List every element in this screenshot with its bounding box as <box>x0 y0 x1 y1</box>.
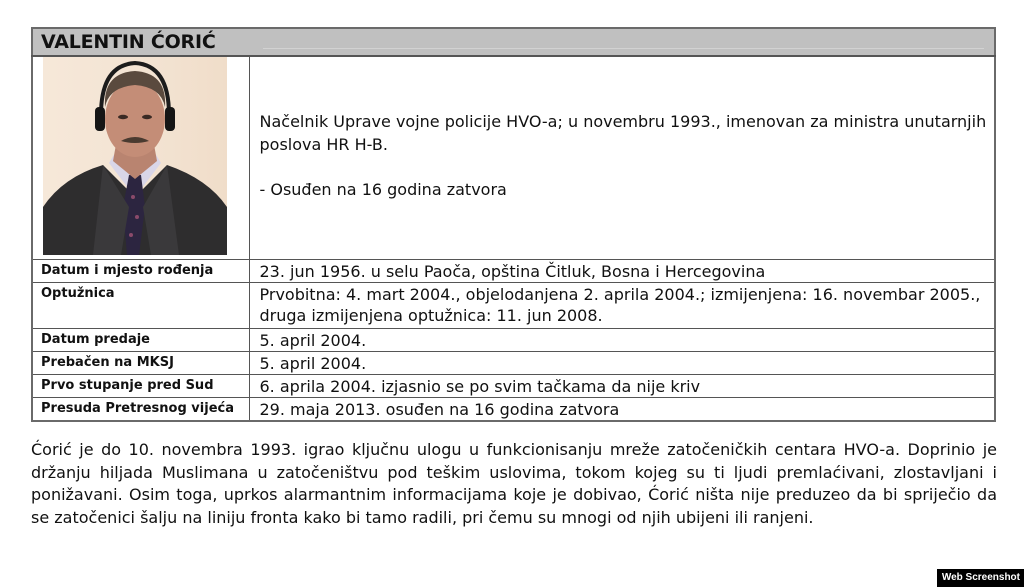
row-value: 5. april 2004. <box>249 352 995 375</box>
verdict-summary: - Osuđen na 16 godina zatvora <box>259 180 507 199</box>
info-row-birth <box>32 260 995 283</box>
row-value: 6. aprila 2004. izjasnio se po svim tačkama da nije kriv <box>249 375 995 398</box>
watermark-label: Web Screenshot <box>937 569 1024 587</box>
info-row-transfer <box>32 352 995 375</box>
row-value: 29. maja 2013. osuđen na 16 godina zatvora <box>249 398 995 422</box>
row-label: Prebačen na MKSJ <box>32 352 249 375</box>
portrait-photo <box>43 57 227 255</box>
row-label: Datum i mjesto rođenja <box>32 260 249 283</box>
row-label: Presuda Pretresnog vijeća <box>32 398 249 422</box>
photo-row <box>32 56 995 260</box>
role-description: Načelnik Uprave vojne policije HVO-a; u novembru 1993., imenovan za ministra unutarnjih poslova HR H-B. <box>259 112 987 154</box>
summary-cell <box>249 56 995 260</box>
narrative-paragraph: Ćorić je do 10. novembra 1993. igrao ključnu ulogu u funkcionisanju mreže zatočeničkih centara HVO-a. Doprinio je držanju hiljada Muslimana u zatočeništvu pod teškim uslovima, tokom kojeg su ti ljudi premlaćivani, zlostavljani i ponižavani. Osim toga, uprkos alarmantnim informacijama koje je dobivao, Ćorić ništa nije preduzeo da bi spriječio da se zatočenici šalju na liniju fronta kako bi tamo radili, pri čemu su mnogi od njih ubijeni ili ranjeni. <box>31 440 997 527</box>
info-row-judgement <box>32 398 995 422</box>
info-row-initial-appearance <box>32 375 995 398</box>
photo-cell <box>32 56 249 260</box>
row-value: 23. jun 1956. u selu Paoča, opština Čitluk, Bosna i Hercegovina <box>249 260 995 283</box>
person-name: VALENTIN ĆORIĆ <box>32 28 995 56</box>
row-label: Optužnica <box>32 283 249 329</box>
row-value: 5. april 2004. <box>249 329 995 352</box>
profile-table <box>31 27 996 422</box>
header-row <box>32 28 995 56</box>
row-label: Datum predaje <box>32 329 249 352</box>
row-value: Prvobitna: 4. mart 2004., objelodanjena 2. aprila 2004.; izmijenjena: 16. novembar 2005., druga izmijenjena optužnica: 11. jun 2008. <box>249 283 995 329</box>
info-row-indictment <box>32 283 995 329</box>
info-row-surrender <box>32 329 995 352</box>
row-label: Prvo stupanje pred Sud <box>32 375 249 398</box>
